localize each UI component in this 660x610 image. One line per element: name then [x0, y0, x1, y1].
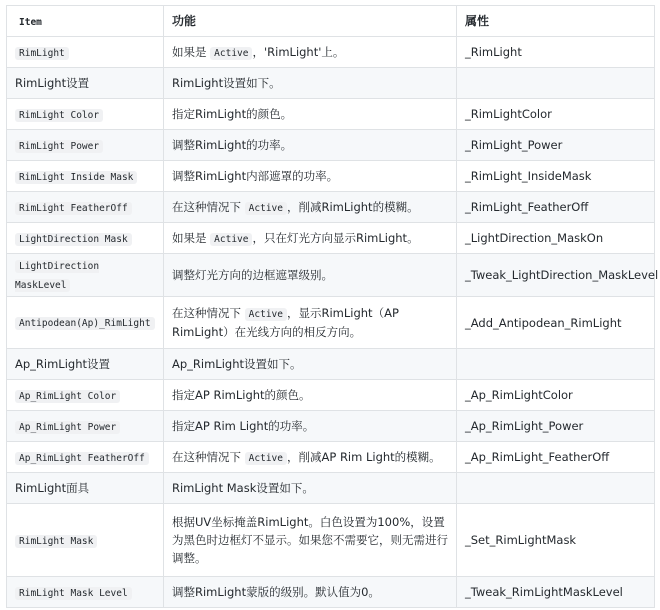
- table-row: [7, 297, 655, 349]
- item-label: RimLight Mask Level: [15, 587, 132, 600]
- item-cell: [7, 577, 164, 608]
- table-row: [7, 161, 655, 192]
- item-cell: [7, 223, 164, 254]
- property-cell: _Set_RimLightMask: [457, 504, 655, 577]
- function-text: 如果是: [172, 230, 211, 245]
- header-property: 属性: [457, 6, 655, 37]
- active-code: Active: [245, 452, 287, 465]
- item-label: Ap_RimLight设置: [15, 357, 111, 371]
- property-cell: _LightDirection_MaskOn: [457, 223, 655, 254]
- function-cell: [164, 577, 457, 608]
- table-row: [7, 223, 655, 254]
- item-cell: [7, 37, 164, 68]
- function-text: 如果是: [172, 44, 211, 59]
- active-code: Active: [245, 202, 287, 215]
- item-cell: [7, 411, 164, 442]
- item-label: Antipodean(Ap)_RimLight: [15, 317, 155, 330]
- function-cell: [164, 223, 457, 254]
- item-cell: [7, 161, 164, 192]
- table-row: [7, 577, 655, 608]
- property-cell: _RimLight_Power: [457, 130, 655, 161]
- item-cell: [7, 504, 164, 577]
- property-cell: _Tweak_LightDirection_MaskLevel: [457, 254, 655, 297]
- property-cell: _Ap_RimLightColor: [457, 380, 655, 411]
- function-cell: [164, 99, 457, 130]
- item-cell: [7, 473, 164, 504]
- function-text: 根据UV坐标掩盖RimLight。白色设置为100%，设置为黑色时边框灯不显示。如果您不需要它，则无需进行调整。: [172, 515, 448, 565]
- function-text: RimLight设置如下。: [172, 76, 281, 90]
- property-cell: _RimLight_FeatherOff: [457, 192, 655, 223]
- item-label: LightDirection MaskLevel: [15, 261, 100, 291]
- header-item: Item: [7, 6, 164, 37]
- item-cell: [7, 297, 164, 349]
- property-table: [6, 5, 659, 608]
- item-label: RimLight Inside Mask: [15, 171, 137, 184]
- table-row: [7, 37, 655, 68]
- property-cell: [457, 473, 655, 504]
- function-text: 调整RimLight蒙版的级别。默认值为0。: [172, 585, 380, 599]
- table-row: [7, 68, 655, 99]
- table-row: [7, 99, 655, 130]
- property-cell: _Add_Antipodean_RimLight: [457, 297, 655, 349]
- function-text: 在这种情况下: [172, 449, 245, 464]
- item-cell: [7, 380, 164, 411]
- table-row: [7, 380, 655, 411]
- function-text: 指定AP Rim Light的功率。: [172, 419, 315, 433]
- function-text-suffix: ，削减RimLight的模糊。: [286, 199, 419, 214]
- table-row: [7, 442, 655, 473]
- function-cell: [164, 473, 457, 504]
- item-cell: [7, 68, 164, 99]
- item-label: RimLight设置: [15, 76, 90, 90]
- function-cell: [164, 349, 457, 380]
- active-code: Active: [245, 308, 287, 321]
- function-text-suffix: ，只在灯光方向显示RimLight。: [252, 230, 419, 245]
- item-cell: [7, 192, 164, 223]
- function-text-suffix: ，显示RimLight（AP RimLight）在光线方向的相反方向。: [172, 306, 399, 339]
- table-row: [7, 254, 655, 297]
- function-cell: [164, 37, 457, 68]
- item-label: RimLight Color: [15, 109, 103, 122]
- function-cell: [164, 297, 457, 349]
- property-cell: _RimLight_InsideMask: [457, 161, 655, 192]
- table-header-row: [7, 6, 655, 37]
- function-text: Ap_RimLight设置如下。: [172, 357, 302, 371]
- item-label: RimLight: [15, 47, 69, 60]
- function-cell: [164, 192, 457, 223]
- table-row: [7, 349, 655, 380]
- table-row: [7, 473, 655, 504]
- function-text: 在这种情况下: [172, 306, 245, 320]
- property-cell: [457, 349, 655, 380]
- property-cell: _RimLightColor: [457, 99, 655, 130]
- function-text: 指定AP RimLight的颜色。: [172, 388, 311, 402]
- active-code: Active: [210, 47, 252, 60]
- function-text: 指定RimLight的颜色。: [172, 107, 293, 121]
- function-text-suffix: ，'RimLight'上。: [252, 44, 345, 59]
- function-cell: [164, 504, 457, 577]
- function-cell: [164, 161, 457, 192]
- property-cell: _RimLight: [457, 37, 655, 68]
- item-label: LightDirection Mask: [15, 233, 132, 246]
- table-row: [7, 504, 655, 577]
- item-label: RimLight Mask: [15, 535, 97, 548]
- function-text: 调整RimLight内部遮罩的功率。: [172, 169, 339, 183]
- function-text: RimLight Mask设置如下。: [172, 481, 314, 495]
- item-label: Ap_RimLight Color: [15, 390, 120, 403]
- function-cell: [164, 442, 457, 473]
- function-text: 调整RimLight的功率。: [172, 138, 293, 152]
- item-cell: [7, 254, 164, 297]
- item-cell: [7, 130, 164, 161]
- item-label: Ap_RimLight FeatherOff: [15, 452, 149, 465]
- item-cell: [7, 349, 164, 380]
- function-cell: [164, 254, 457, 297]
- item-cell: [7, 442, 164, 473]
- table-row: [7, 130, 655, 161]
- function-cell: [164, 130, 457, 161]
- function-text: 在这种情况下: [172, 199, 245, 214]
- item-label: RimLight Power: [15, 140, 103, 153]
- property-cell: _Ap_RimLight_FeatherOff: [457, 442, 655, 473]
- function-text: 调整灯光方向的边框遮罩级别。: [172, 268, 333, 282]
- function-cell: [164, 380, 457, 411]
- function-cell: [164, 68, 457, 99]
- function-text-suffix: ，削减AP Rim Light的模糊。: [286, 449, 441, 464]
- table-row: [7, 411, 655, 442]
- active-code: Active: [210, 233, 252, 246]
- item-label: RimLight FeatherOff: [15, 202, 132, 215]
- item-cell: [7, 99, 164, 130]
- property-cell: _Tweak_RimLightMaskLevel: [457, 577, 655, 608]
- item-label: RimLight面具: [15, 481, 90, 495]
- property-cell: [457, 68, 655, 99]
- property-cell: _Ap_RimLight_Power: [457, 411, 655, 442]
- function-cell: [164, 411, 457, 442]
- item-label: Ap_RimLight Power: [15, 421, 120, 434]
- header-function: 功能: [164, 6, 457, 37]
- table-row: [7, 192, 655, 223]
